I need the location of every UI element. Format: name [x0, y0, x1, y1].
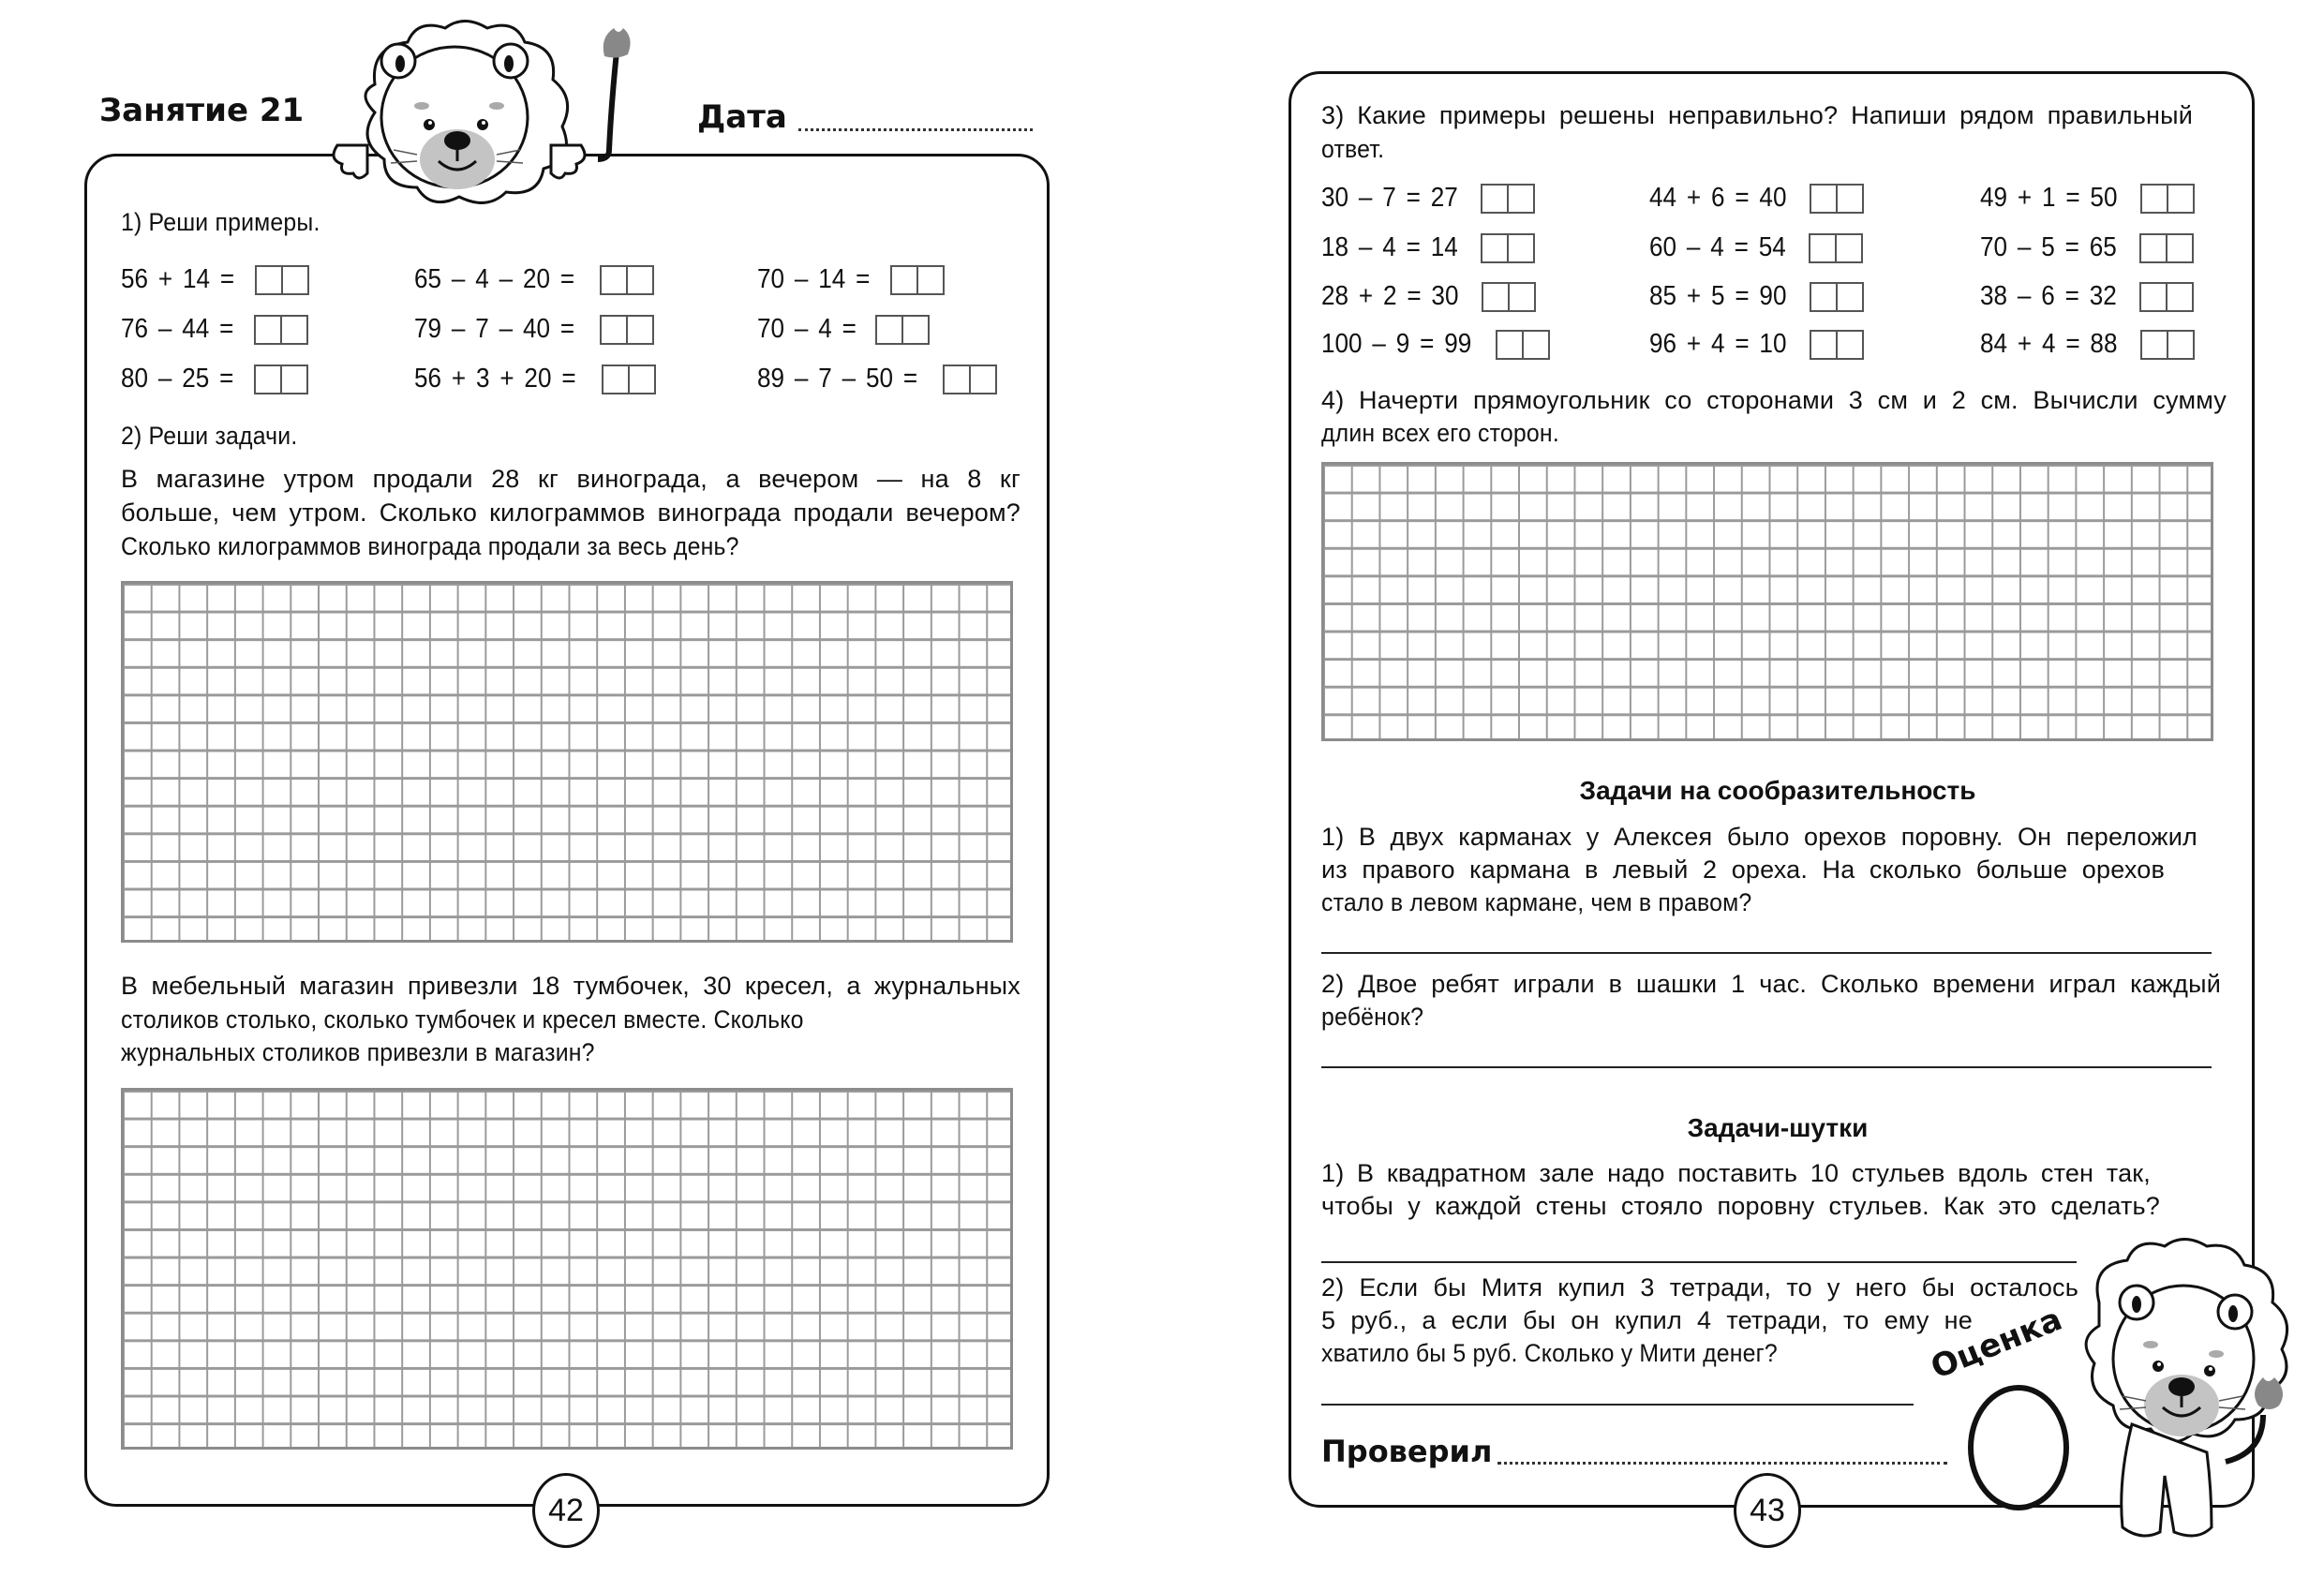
page-number-43: 43 [1734, 1473, 1801, 1548]
date-label: Дата [697, 98, 787, 136]
example-item: 56 + 3 + 20 = [414, 364, 656, 394]
check-example: 18 – 4 = 14 [1321, 232, 1535, 263]
check-example: 44 + 6 = 40 [1649, 183, 1864, 214]
check-example: 49 + 1 = 50 [1980, 183, 2195, 214]
date-field-line[interactable] [798, 128, 1033, 131]
lion-sitting-illustration [2062, 1237, 2324, 1555]
answer-box[interactable] [1496, 330, 1550, 360]
answer-box[interactable] [600, 315, 654, 345]
wit-q1-answer-line[interactable] [1321, 952, 2212, 954]
check-example: 100 – 9 = 99 [1321, 329, 1550, 360]
example-item: 70 – 4 = [757, 314, 930, 345]
wit-q2-line: 2) Двое ребят играли в шашки 1 час. Сколько времени играл каждый [1321, 970, 2221, 998]
wit-q1-line: стало в левом кармане, чем в правом? [1321, 888, 1752, 916]
check-example: 70 – 5 = 65 [1980, 232, 2194, 263]
answer-box[interactable] [2139, 282, 2194, 312]
answer-box[interactable] [1481, 184, 1535, 214]
answer-box[interactable] [890, 265, 945, 295]
answer-box[interactable] [1810, 282, 1864, 312]
answer-box[interactable] [602, 364, 656, 394]
check-example: 28 + 2 = 30 [1321, 281, 1536, 312]
task4-title-line: длин всех его сторон. [1321, 419, 1559, 447]
example-item: 89 – 7 – 50 = [757, 364, 997, 394]
example-item: 76 – 44 = [121, 314, 308, 345]
answer-box[interactable] [1809, 233, 1863, 263]
answer-box[interactable] [1482, 282, 1536, 312]
check-example: 30 – 7 = 27 [1321, 183, 1535, 214]
problem2-line: столиков столько, сколько тумбочек и кресел вместе. Сколько [121, 1005, 804, 1034]
jokes-q2-line: 5 руб., а если бы он купил 4 тетради, то ему не [1321, 1306, 1973, 1334]
check-example: 85 + 5 = 90 [1649, 281, 1864, 312]
check-example: 60 – 4 = 54 [1649, 232, 1863, 263]
jokes-q2-answer-line[interactable] [1321, 1404, 1914, 1406]
example-item: 80 – 25 = [121, 364, 308, 394]
check-example: 96 + 4 = 10 [1649, 329, 1864, 360]
jokes-q1-line: 1) В квадратном зале надо поставить 10 стульев вдоль стен так, [1321, 1159, 2151, 1187]
example-item: 70 – 14 = [757, 264, 945, 295]
answer-box[interactable] [2140, 330, 2195, 360]
answer-box[interactable] [875, 315, 930, 345]
task1-title: 1) Реши примеры. [121, 208, 320, 236]
lion-head-illustration [319, 19, 637, 206]
checked-by-line[interactable] [1497, 1462, 1947, 1465]
answer-box[interactable] [943, 364, 997, 394]
example-item: 65 – 4 – 20 = [414, 264, 654, 295]
problem1-line: больше, чем утром. Сколько килограммов винограда продали вечером? [121, 498, 1020, 527]
lesson-title: Занятие 21 [99, 92, 305, 129]
grade-circle[interactable] [1968, 1385, 2069, 1510]
grade-label: Оценка [1926, 1300, 2068, 1387]
answer-grid-2[interactable] [121, 1088, 1013, 1450]
problem2-line: В мебельный магазин привезли 18 тумбочек, 30 кресел, а журнальных [121, 972, 1020, 1000]
problem1-line: Сколько килограммов винограда продали за весь день? [121, 532, 739, 560]
wit-q1-line: из правого кармана в левый 2 ореха. На сколько больше орехов [1321, 855, 2165, 884]
wit-q1-line: 1) В двух карманах у Алексея было орехов поровну. Он переложил [1321, 823, 2197, 851]
task4-title-line: 4) Начерти прямоугольник со сторонами 3 см и 2 см. Вычисли сумму [1321, 386, 2227, 414]
wit-q2-line: ребёнок? [1321, 1003, 1424, 1031]
answer-box[interactable] [1810, 330, 1864, 360]
rectangle-grid[interactable] [1321, 462, 2213, 741]
jokes-q2-line: хватило бы 5 руб. Сколько у Мити денег? [1321, 1339, 1778, 1367]
check-example: 84 + 4 = 88 [1980, 329, 2195, 360]
task3-title-line: ответ. [1321, 135, 1385, 163]
answer-box[interactable] [254, 315, 308, 345]
answer-grid-1[interactable] [121, 581, 1013, 943]
answer-box[interactable] [254, 364, 308, 394]
page-number-42: 42 [532, 1473, 600, 1548]
task2-title: 2) Реши задачи. [121, 422, 298, 450]
jokes-heading: Задачи-шутки [1687, 1113, 1869, 1142]
wit-q2-answer-line[interactable] [1321, 1066, 2212, 1068]
jokes-q1-line: чтобы у каждой стены стояло поровну стульев. Как это сделать? [1321, 1192, 2160, 1220]
task3-title-line: 3) Какие примеры решены неправильно? Напиши рядом правильный [1321, 101, 2193, 129]
answer-box[interactable] [2140, 184, 2195, 214]
answer-box[interactable] [1481, 233, 1535, 263]
wit-heading: Задачи на сообразительность [1579, 776, 1976, 805]
answer-box[interactable] [255, 265, 309, 295]
answer-box[interactable] [2139, 233, 2194, 263]
jokes-q2-line: 2) Если бы Митя купил 3 тетради, то у него бы осталось [1321, 1273, 2078, 1302]
check-example: 38 – 6 = 32 [1980, 281, 2194, 312]
answer-box[interactable] [1810, 184, 1864, 214]
answer-box[interactable] [600, 265, 654, 295]
example-item: 56 + 14 = [121, 264, 309, 295]
checked-by-label: Проверил [1321, 1434, 1493, 1469]
example-item: 79 – 7 – 40 = [414, 314, 654, 345]
problem2-line: журнальных столиков привезли в магазин? [121, 1038, 595, 1066]
problem1-line: В магазине утром продали 28 кг винограда, а вечером — на 8 кг [121, 465, 1020, 493]
jokes-q1-answer-line[interactable] [1321, 1261, 2077, 1263]
